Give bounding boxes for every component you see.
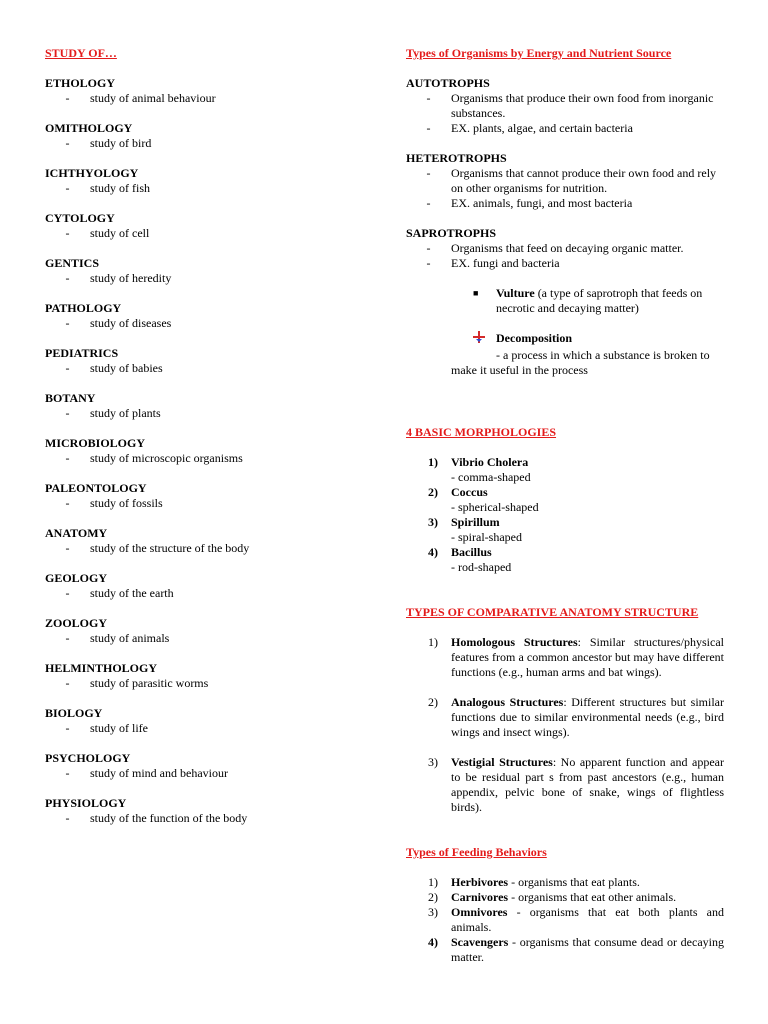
- morphology-name: Vibrio Cholera: [451, 455, 529, 469]
- morphology-item: [406, 515, 724, 545]
- morphologies-heading: 4 BASIC MORPHOLOGIES: [406, 425, 557, 439]
- study-entry: CYTOLOGY - study of cell: [45, 211, 345, 241]
- study-entry: BIOLOGY - study of life: [45, 706, 345, 736]
- study-definition: study of parasitic worms: [90, 676, 209, 690]
- study-term: HELMINTHOLOGY: [45, 661, 158, 675]
- morphology-item: [406, 455, 724, 485]
- study-entry: HELMINTHOLOGY - study of parasitic worms: [45, 661, 345, 691]
- study-term: PALEONTOLOGY: [45, 481, 147, 495]
- morphology-desc: - spiral-shaped: [451, 530, 522, 544]
- arrow-bullet-icon: [473, 331, 496, 348]
- heterotrophs-section: HETEROTROPHS - Organisms that cannot produce their own food and rely on other organisms for nutrition. - EX. animals, fungi, and most bacteria: [406, 151, 724, 211]
- study-entry: GENTICS - study of heredity: [45, 256, 345, 286]
- study-term: ANATOMY: [45, 526, 108, 540]
- study-entry: OMITHOLOGY - study of bird: [45, 121, 345, 151]
- morphologies-list: [406, 455, 724, 575]
- decomposition-item: [473, 331, 724, 348]
- study-definition: study of animals: [90, 631, 170, 645]
- square-bullet-icon: ■: [473, 288, 479, 298]
- feeding-number: 2): [428, 890, 438, 904]
- decomposition-label: Decomposition: [496, 331, 572, 345]
- feeding-number: 4): [428, 935, 438, 949]
- study-definition: study of fossils: [90, 496, 163, 510]
- saprotrophs-line-2: EX. fungi and bacteria: [451, 256, 560, 270]
- heterotrophs-title: HETEROTROPHS: [406, 151, 507, 165]
- morphology-number: 2): [428, 485, 438, 499]
- study-term: BIOLOGY: [45, 706, 103, 720]
- study-term: PATHOLOGY: [45, 301, 122, 315]
- right-column: [406, 46, 724, 965]
- morphology-number: 3): [428, 515, 438, 529]
- anatomy-text: : Similar structures/physical features from a common ancestor but may have different functions (e.g., human arms and bat wings).: [451, 635, 724, 679]
- anatomy-number: 3): [428, 755, 438, 769]
- feeding-text: - organisms that eat other animals.: [508, 890, 677, 904]
- study-definition: study of the structure of the body: [90, 541, 250, 555]
- morphology-desc: - spherical-shaped: [451, 500, 539, 514]
- vulture-desc: (a type of saprotroph that feeds on necrotic and decaying matter): [496, 286, 703, 315]
- study-definition: study of the function of the body: [90, 811, 248, 825]
- study-term: PHYSIOLOGY: [45, 796, 127, 810]
- study-entry: PALEONTOLOGY - study of fossils: [45, 481, 345, 511]
- types-heading: Types of Organisms by Energy and Nutrient Source: [406, 46, 672, 60]
- study-entry: ICHTHYOLOGY - study of fish: [45, 166, 345, 196]
- study-entry: PATHOLOGY - study of diseases: [45, 301, 345, 331]
- anatomy-heading: TYPES OF COMPARATIVE ANATOMY STRUCTURE: [406, 605, 699, 619]
- feeding-item: [406, 905, 724, 935]
- study-term: PSYCHOLOGY: [45, 751, 131, 765]
- autotrophs-title: AUTOTROPHS: [406, 76, 490, 90]
- autotrophs-line-1: Organisms that produce their own food from inorganic substances.: [451, 91, 714, 120]
- anatomy-text: : Different structures but similar functions due to similar environmental needs (e.g., bird wings and insect wings).: [451, 695, 725, 739]
- decomposition-desc: - a process in which a substance is broken to make it useful in the process: [451, 348, 710, 377]
- vulture-item: [473, 286, 724, 316]
- morphology-desc: - comma-shaped: [451, 470, 531, 484]
- study-entry: MICROBIOLOGY - study of microscopic organisms: [45, 436, 345, 466]
- feeding-item: [406, 890, 724, 905]
- study-term: GENTICS: [45, 256, 100, 270]
- anatomy-name: Homologous Structures: [451, 635, 578, 649]
- study-definition: study of life: [90, 721, 148, 735]
- morphology-number: 1): [428, 455, 438, 469]
- anatomy-name: Analogous Structures: [451, 695, 564, 709]
- study-definition: study of fish: [90, 181, 150, 195]
- feeding-name: Herbivores: [451, 875, 509, 889]
- heterotrophs-line-1: Organisms that cannot produce their own food and rely on other organisms for nutrition.: [451, 166, 717, 195]
- saprotrophs-title: SAPROTROPHS: [406, 226, 497, 240]
- study-term: ETHOLOGY: [45, 76, 116, 90]
- autotrophs-line-2: EX. plants, algae, and certain bacteria: [451, 121, 633, 135]
- anatomy-item: [406, 695, 724, 740]
- study-entry: BOTANY - study of plants: [45, 391, 345, 421]
- study-definition: study of bird: [90, 136, 152, 150]
- study-term: BOTANY: [45, 391, 96, 405]
- feeding-name: Omnivores: [451, 905, 508, 919]
- saprotrophs-line-1: Organisms that feed on decaying organic matter.: [451, 241, 684, 255]
- anatomy-item: [406, 755, 724, 815]
- study-definition: study of heredity: [90, 271, 172, 285]
- study-definition: study of plants: [90, 406, 161, 420]
- study-term: OMITHOLOGY: [45, 121, 133, 135]
- left-column: [45, 46, 345, 826]
- study-term: MICROBIOLOGY: [45, 436, 146, 450]
- study-definition: study of babies: [90, 361, 163, 375]
- study-entry: GEOLOGY - study of the earth: [45, 571, 345, 601]
- vulture-label: Vulture: [496, 286, 535, 300]
- study-term: ZOOLOGY: [45, 616, 108, 630]
- study-entry: PSYCHOLOGY - study of mind and behaviour: [45, 751, 345, 781]
- feeding-text: - organisms that eat plants.: [508, 875, 640, 889]
- study-entry: PHYSIOLOGY - study of the function of the body: [45, 796, 345, 826]
- study-entry: PEDIATRICS - study of babies: [45, 346, 345, 376]
- morphology-item: [406, 485, 724, 515]
- feeding-text: - organisms that consume dead or decaying matter.: [451, 935, 724, 964]
- study-definition: study of microscopic organisms: [90, 451, 243, 465]
- heterotrophs-line-2: EX. animals, fungi, and most bacteria: [451, 196, 633, 210]
- anatomy-number: 2): [428, 695, 438, 709]
- study-list: [45, 76, 345, 826]
- saprotrophs-section: SAPROTROPHS - Organisms that feed on decaying organic matter. - EX. fungi and bacteria ■ Vulture (a type of saprotroph that feeds on necrotic and decaying matter) Decomposition - a process in which a substance is broken to make it useful in the process: [406, 226, 724, 378]
- feeding-number: 3): [428, 905, 438, 919]
- feeding-heading: Types of Feeding Behaviors: [406, 845, 547, 859]
- anatomy-list: [406, 635, 724, 815]
- autotrophs-section: AUTOTROPHS - Organisms that produce their own food from inorganic substances. - EX. plants, algae, and certain bacteria: [406, 76, 724, 136]
- study-entry: ZOOLOGY - study of animals: [45, 616, 345, 646]
- anatomy-text: : No apparent function and appear to be residual part s from past ancestors (e.g., human appendix, pelvic bone of snake, wings of flightless birds).: [451, 755, 724, 814]
- study-term: CYTOLOGY: [45, 211, 115, 225]
- study-definition: study of diseases: [90, 316, 172, 330]
- morphology-desc: - rod-shaped: [451, 560, 512, 574]
- study-definition: study of cell: [90, 226, 150, 240]
- study-of-heading: STUDY OF…: [45, 46, 117, 60]
- feeding-number: 1): [428, 875, 438, 889]
- study-term: GEOLOGY: [45, 571, 108, 585]
- morphology-item: [406, 545, 724, 575]
- morphology-name: Coccus: [451, 485, 488, 499]
- anatomy-number: 1): [428, 635, 438, 649]
- study-entry: ANATOMY - study of the structure of the body: [45, 526, 345, 556]
- study-definition: study of animal behaviour: [90, 91, 216, 105]
- anatomy-name: Vestigial Structures: [451, 755, 553, 769]
- morphology-name: Spirillum: [451, 515, 500, 529]
- feeding-item: [406, 935, 724, 965]
- anatomy-item: [406, 635, 724, 680]
- feeding-item: [406, 875, 724, 890]
- feeding-list: [406, 875, 724, 965]
- study-definition: study of mind and behaviour: [90, 766, 228, 780]
- feeding-name: Scavengers: [451, 935, 509, 949]
- study-definition: study of the earth: [90, 586, 174, 600]
- morphology-name: Bacillus: [451, 545, 492, 559]
- feeding-text: - organisms that eat both plants and animals.: [451, 905, 724, 934]
- feeding-name: Carnivores: [451, 890, 509, 904]
- morphology-number: 4): [428, 545, 438, 559]
- study-entry: ETHOLOGY - study of animal behaviour: [45, 76, 345, 106]
- study-term: PEDIATRICS: [45, 346, 119, 360]
- study-term: ICHTHYOLOGY: [45, 166, 139, 180]
